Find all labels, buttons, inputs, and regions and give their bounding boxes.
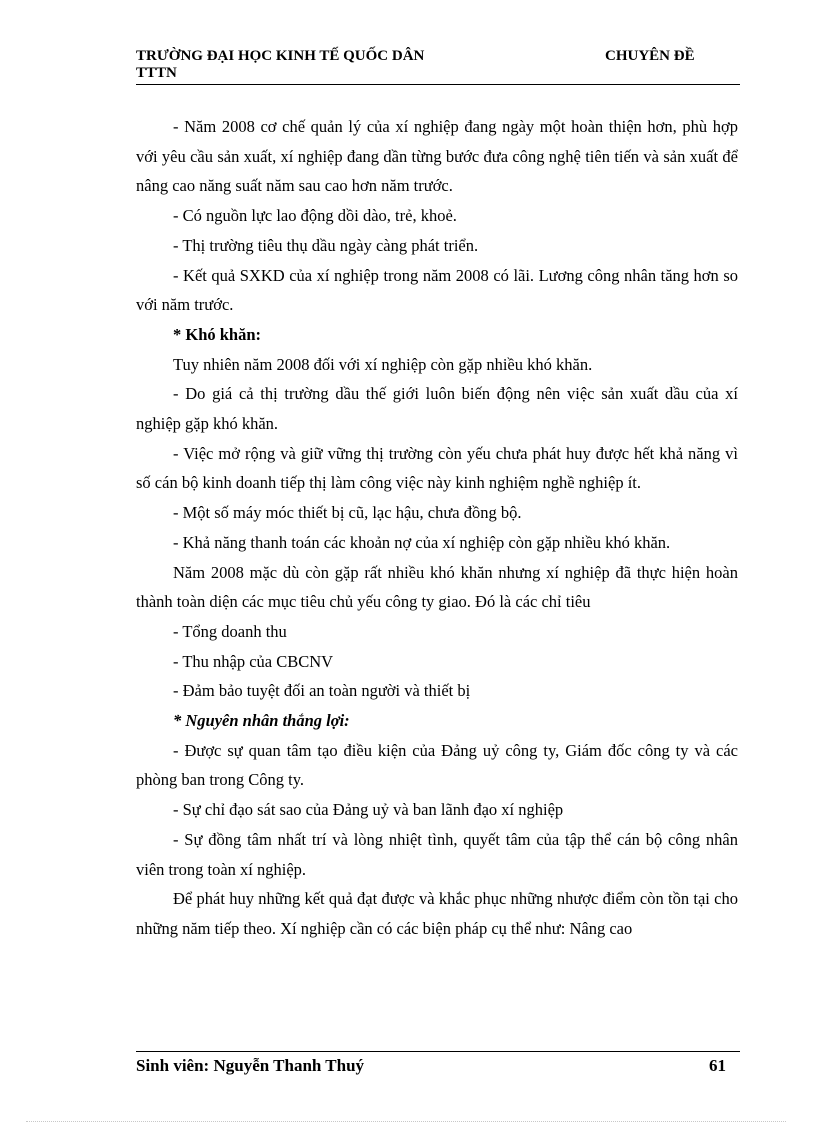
paragraph: - Thu nhập của CBCNV <box>173 651 334 671</box>
paragraph: Để phát huy những kết quả đạt được và khắc phục những nhược điểm còn tồn tại cho những năm tiếp theo. Xí nghiệp cần có các biện pháp cụ thể như: Nâng cao <box>136 889 738 938</box>
paragraph: Năm 2008 mặc dù còn gặp rất nhiều khó khăn nhưng xí nghiệp đã thực hiện hoàn thành toàn diện các mục tiêu chủ yếu công ty giao. Đó là các chỉ tiêu <box>136 562 738 612</box>
paragraph: - Khả năng thanh toán các khoản nợ của xí nghiệp còn gặp nhiều khó khăn. <box>173 532 671 552</box>
paragraph: - Được sự quan tâm tạo điều kiện của Đảng uỷ công ty, Giám đốc công ty và các phòng ban trong Công ty. <box>136 740 738 790</box>
paragraph: - Kết quả SXKD của xí nghiệp trong năm 2008 có lãi. Lương công nhân tăng hơn so với năm trước. <box>136 265 738 315</box>
header-divider <box>136 84 740 85</box>
paragraph: Tuy nhiên năm 2008 đối với xí nghiệp còn gặp nhiều khó khăn. <box>173 354 593 374</box>
paragraph: - Một số máy móc thiết bị cũ, lạc hậu, chưa đồng bộ. <box>173 503 522 523</box>
footer-student-name: Sinh viên: Nguyễn Thanh Thuý <box>136 1056 365 1075</box>
paragraph: - Sự đồng tâm nhất trí và lòng nhiệt tình, quyết tâm của tập thể cán bộ công nhân viên trong toàn xí nghiệp. <box>136 829 738 879</box>
section-heading-success-reasons: * Nguyên nhân thắng lợi: <box>173 711 350 731</box>
section-heading-difficulties: * Khó khăn: <box>173 324 262 344</box>
page-body <box>136 112 738 944</box>
footer-divider <box>136 1051 740 1052</box>
paragraph: - Tổng doanh thu <box>173 621 287 641</box>
paragraph: - Việc mở rộng và giữ vững thị trường còn yếu chưa phát huy được hết khả năng vì số cán bộ kinh doanh tiếp thị làm công việc này kinh nghiệm nghề nghiệp ít. <box>136 443 738 493</box>
paragraph: - Đảm bảo tuyệt đối an toàn người và thiết bị <box>173 681 471 701</box>
paragraph: - Năm 2008 cơ chế quản lý của xí nghiệp đang ngày một hoàn thiện hơn, phù hợp với yêu cầu sản xuất, xí nghiệp đang dần từng bước đưa công nghệ tiên tiến và sản xuất để nâng cao năng suất năm sau cao hơn năm trước. <box>136 117 738 196</box>
paragraph: - Thị trường tiêu thụ dầu ngày càng phát triển. <box>173 235 479 255</box>
header-university: TRƯỜNG ĐẠI HỌC KINH TẾ QUỐC DÂN <box>136 48 425 64</box>
paragraph: - Có nguồn lực lao động dồi dào, trẻ, khoẻ. <box>173 206 457 226</box>
page-edge-divider <box>26 1121 786 1122</box>
page-number: 61 <box>709 1056 726 1075</box>
header-report-type: CHUYÊN ĐỀ <box>605 48 695 64</box>
header-report-type-continued: TTTN <box>136 65 177 81</box>
paragraph: - Sự chỉ đạo sát sao của Đảng uỷ và ban lãnh đạo xí nghiệp <box>173 800 564 820</box>
paragraph: - Do giá cả thị trường dầu thế giới luôn biến động nên việc sản xuất dầu của xí nghiệp gặp khó khăn. <box>136 384 738 434</box>
